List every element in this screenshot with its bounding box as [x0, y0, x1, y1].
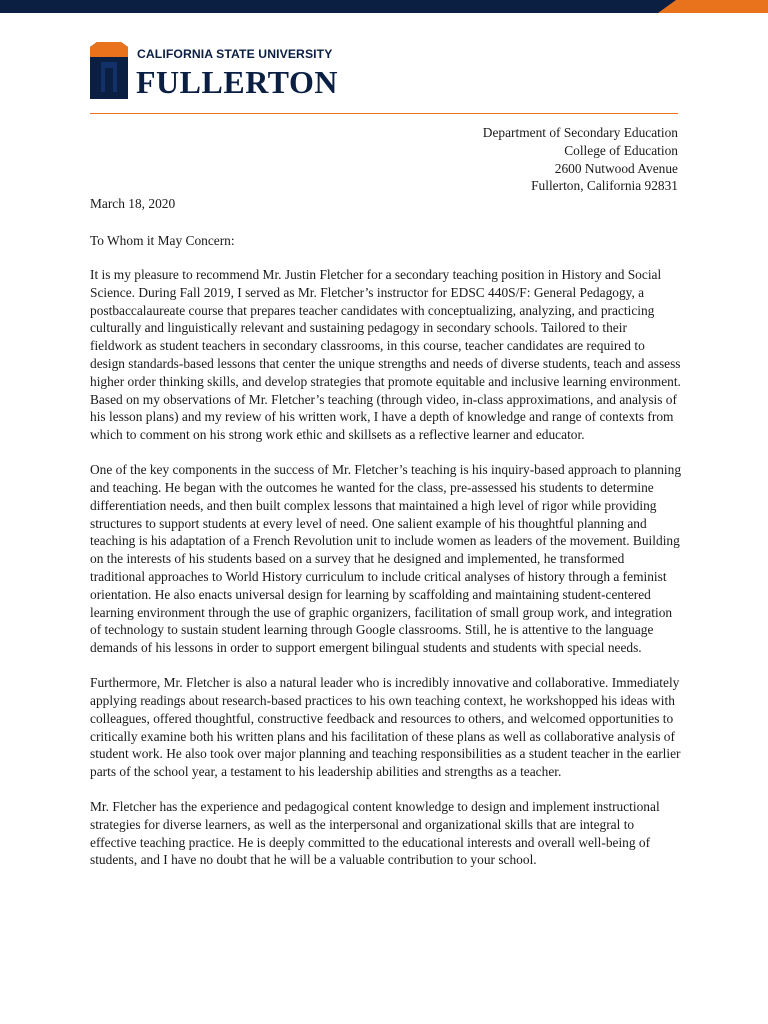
logo-campus-name: FULLERTON [136, 64, 338, 100]
top-orange-accent [658, 0, 768, 13]
top-navy-bar [0, 0, 768, 13]
address-line: College of Education [564, 142, 678, 158]
address-line: 2600 Nutwood Avenue [554, 160, 678, 176]
body-paragraph: One of the key components in the success of Mr. Fletcher’s teaching is his inquiry-based approach to planning and teaching. He began with the outcomes he wanted for the class, pre-assessed his students to determine differentiation needs, and then built complex lessons that maintained a high level of rigor while providing structures to support students at every level of need. One salient example of his thoughtful planning and teaching is his adaptation of a French Revolution unit to include women as leaders of the movement. Building on the interests of his students based on a survey that he designed and implemented, he transformed traditional approaches to World History curriculum to include critical analyses of history through a feminist orientation. He also enacts universal design for learning by scaffolding and maintaining student-centered learning environment through the use of graphic organizers, facilitation of small group work, and integration of technology to sustain student learning through Google classrooms. Still, he is attentive to the language demands of his lessons in order to support emergent bilingual students and students with special needs. [90, 462, 682, 656]
university-logo [90, 42, 338, 100]
body-paragraph: It is my pleasure to recommend Mr. Justin Fletcher for a secondary teaching position in History and Social Science. During Fall 2019, I served as Mr. Fletcher’s instructor for EDSC 440S/F: General Pedagogy, a postbaccalaureate course that prepares teacher candidates with conceptualizing, analyzing, and practicing culturally and linguistically relevant and sustaining pedagogy in secondary schools. Tailored to their fieldwork as student teachers in secondary classrooms, in this course, teacher candidates are required to design standards-based lessons that center the unique strengths and needs of diverse students, teach and assess higher order thinking skills, and develop strategies that promote equitable and inclusive learning environment. Based on my observations of Mr. Fletcher’s teaching (through video, in-class approximations, and analysis of his lesson plans) and my review of his written work, I have a depth of knowledge and range of contexts from which to comment on his strong work ethic and skillsets as a reflective learner and educator. [90, 267, 681, 443]
letter-body [90, 266, 682, 886]
address-line: Department of Secondary Education [482, 125, 678, 140]
body-paragraph: Mr. Fletcher has the experience and pedagogical content knowledge to design and implement instructional strategies for diverse learners, as well as the interpersonal and organizational skills that are integral to effective teaching practice. He is deeply committed to the educational interests and overall well-being of students, and I have no doubt that he will be a valuable contribution to your school. [90, 799, 660, 868]
department-address [483, 124, 678, 195]
header-divider [90, 113, 678, 114]
letter-date: March 18, 2020 [90, 196, 176, 211]
logo-university-name: CALIFORNIA STATE UNIVERSITY [137, 47, 333, 61]
csuf-tower-shield-icon [90, 42, 128, 99]
salutation: To Whom it May Concern: [90, 233, 235, 248]
address-line: Fullerton, California 92831 [531, 178, 678, 194]
body-paragraph: Furthermore, Mr. Fletcher is also a natural leader who is incredibly innovative and collaborative. Immediately applying readings about research-based practices to his own teaching context, he workshopped his ideas with colleagues, offered thoughtful, constructive feedback and resources to others, and welcomed opportunities to critically examine both his written plans and his facilitation of these plans as well as collaborative analysis of student work. He also took over major planning and teaching responsibilities as a student teacher in the earlier parts of the school year, a testament to his leadership abilities and strengths as a teacher. [90, 675, 681, 780]
